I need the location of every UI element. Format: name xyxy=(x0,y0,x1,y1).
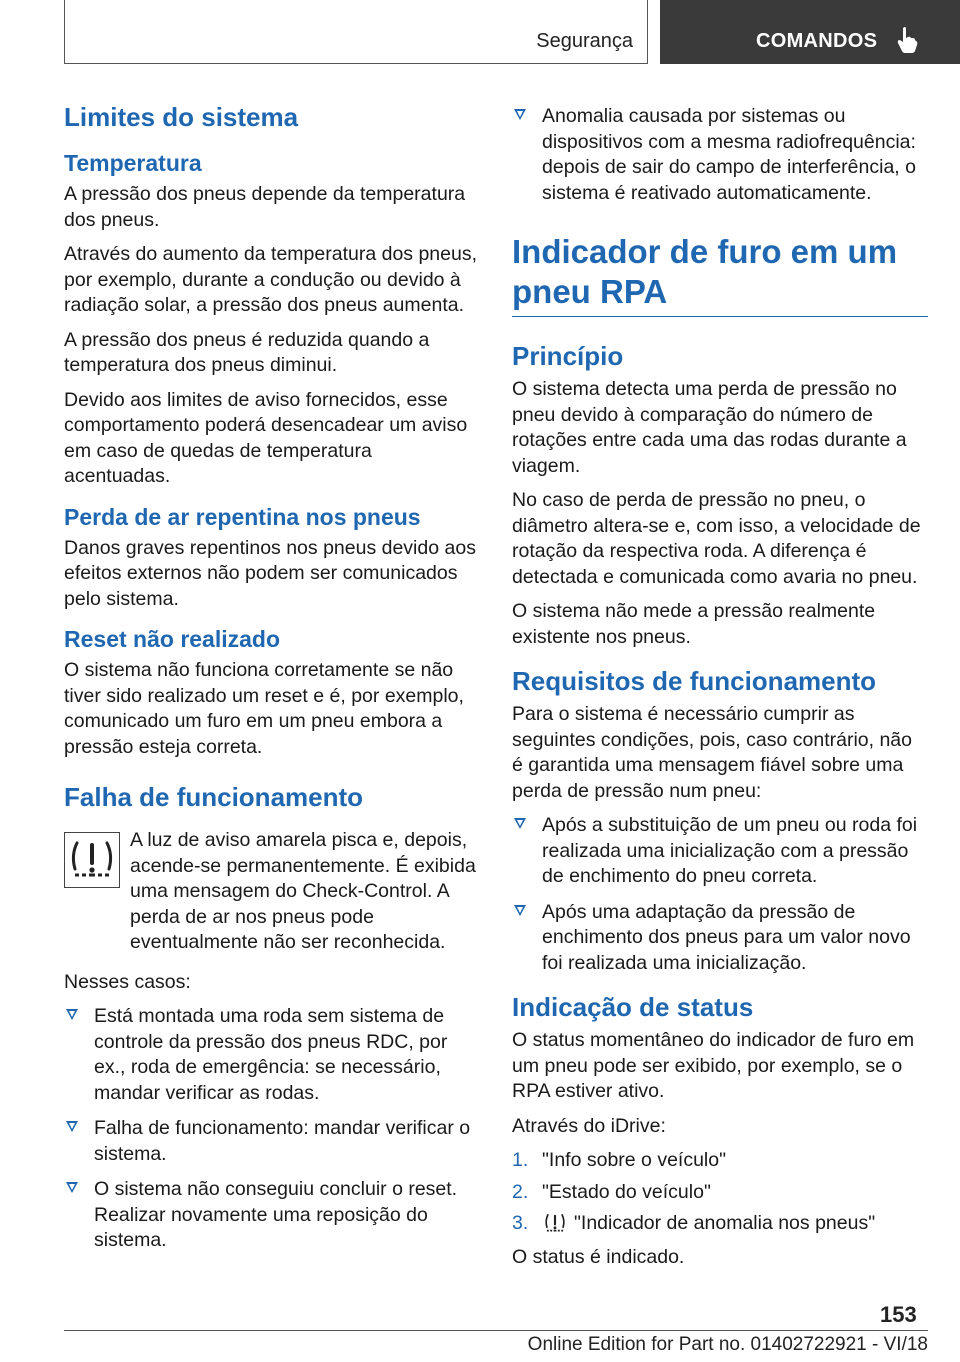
header-section-tab xyxy=(64,0,648,64)
paragraph: O status momentâneo do indicador de furo em um pneu pode ser exibido, por exemplo, se o RPA estiver ativo. xyxy=(512,1029,915,1102)
triangle-bullet-icon xyxy=(66,1182,78,1193)
paragraph: O sistema não funciona corretamente se não tiver sido realizado um reset e é, por exemplo, comunicado um furo em um pneu embora a pressão esteja correta. xyxy=(64,659,464,758)
paragraph: No caso de perda de pressão no pneu, o diâmetro altera-se e, com isso, a velocidade de rotação da respectiva roda. A diferença é detectada e comunicada como avaria no pneu. xyxy=(512,489,921,588)
triangle-bullet-icon xyxy=(514,109,526,120)
list-item: Após uma adaptação da pressão de enchimento dos pneus para um valor novo foi realizada uma inicialização. xyxy=(512,900,928,977)
list-item: 3. "Indicador de anomalia nos pneus" xyxy=(512,1212,876,1234)
list-item: Anomalia causada por sistemas ou dispositivos com a mesma radiofrequência: depois de sair do campo de interferência, o sistema é reativado automaticamente. xyxy=(512,104,928,206)
left-column xyxy=(64,100,478,1264)
list-item: Está montada uma roda sem sistema de controle da pressão dos pneus RDC, por ex., roda de emergência: se necessário, mandar verificar as rodas. xyxy=(64,1004,478,1106)
pointing-hand-icon xyxy=(896,26,918,54)
paragraph: Devido aos limites de aviso fornecidos, esse comportamento poderá desencadear um aviso em caso de quedas de temperatura acentuadas. xyxy=(64,388,468,487)
heading-temperatura: Temperatura xyxy=(64,150,202,176)
triangle-bullet-icon xyxy=(66,1121,78,1132)
chapter-title-rpa: Indicador de furo em um pneu RPA xyxy=(512,233,898,310)
header-chapter-tab xyxy=(660,0,960,64)
section-title-principio: Princípio xyxy=(512,341,624,371)
tire-pressure-warning-icon xyxy=(64,832,120,888)
right-column xyxy=(512,100,928,1279)
bullet-list xyxy=(64,1004,478,1254)
list-item: O sistema não conseguiu concluir o reset. Realizar novamente uma reposição do sistema. xyxy=(64,1177,478,1254)
triangle-bullet-icon xyxy=(514,818,526,829)
triangle-bullet-icon xyxy=(514,905,526,916)
paragraph: O sistema detecta uma perda de pressão no pneu devido à comparação do número de rotações entre cada uma das rodas durante a viagem. xyxy=(512,378,907,477)
heading-reset: Reset não realizado xyxy=(64,626,281,652)
section-title-limites: Limites do sistema xyxy=(64,102,299,132)
header-chapter-label: COMANDOS xyxy=(756,30,878,52)
paragraph: Através do aumento da temperatura dos pneus, por exemplo, durante a condução ou devido à radiação solar, a pressão dos pneus aumenta. xyxy=(64,243,478,316)
triangle-bullet-icon xyxy=(66,1009,78,1020)
paragraph: Danos graves repentinos nos pneus devido aos efeitos externos não podem ser comunicados pelo sistema. xyxy=(64,536,476,610)
list-item: 1. "Info sobre o veículo" xyxy=(512,1149,727,1171)
paragraph: Através do iDrive: xyxy=(512,1114,666,1137)
paragraph: O status é indicado. xyxy=(512,1245,685,1268)
paragraph: Nesses casos: xyxy=(64,970,191,993)
header-section-label: Segurança xyxy=(536,30,633,52)
page-number: 153 xyxy=(880,1302,917,1327)
steps-list xyxy=(512,1148,928,1237)
list-item: Falha de funcionamento: mandar verificar o sistema. xyxy=(64,1116,478,1167)
bullet-list xyxy=(512,104,928,206)
paragraph: A pressão dos pneus depende da temperatura dos pneus. xyxy=(64,183,466,231)
list-item: 2. "Estado do veículo" xyxy=(512,1180,711,1203)
paragraph: A pressão dos pneus é reduzida quando a temperatura dos pneus diminui. xyxy=(64,328,430,376)
heading-perda-de-ar: Perda de ar repentina nos pneus xyxy=(64,503,421,530)
list-item: Após a substituição de um pneu ou roda foi realizada uma inicialização com a pressão de enchimento do pneu correta. xyxy=(512,813,928,890)
section-title-falha: Falha de funcionamento xyxy=(64,782,364,812)
paragraph: O sistema não mede a pressão realmente existente nos pneus. xyxy=(512,600,876,648)
footer-divider xyxy=(64,1330,928,1331)
paragraph: Para o sistema é necessário cumprir as seguintes condições, pois, caso contrário, não é garantida uma mensagem fiável sobre uma perda de pressão num pneu: xyxy=(512,703,912,802)
section-title-requisitos: Requisitos de funcionamento xyxy=(512,666,877,696)
warning-block xyxy=(64,828,478,956)
chapter-heading xyxy=(512,232,928,317)
warning-text: A luz de aviso amarela pisca e, depois, acende-se permanentemente. É exibida uma mensagem do Check-Control. A perda de ar nos pneus pode eventualmente não ser reconhecida. xyxy=(130,829,476,953)
tire-pressure-warning-icon xyxy=(542,1213,568,1233)
section-title-status: Indicação de status xyxy=(512,992,754,1022)
footer-edition: Online Edition for Part no. 01402722921 - VI/18 xyxy=(527,1334,928,1355)
bullet-list xyxy=(512,813,928,976)
